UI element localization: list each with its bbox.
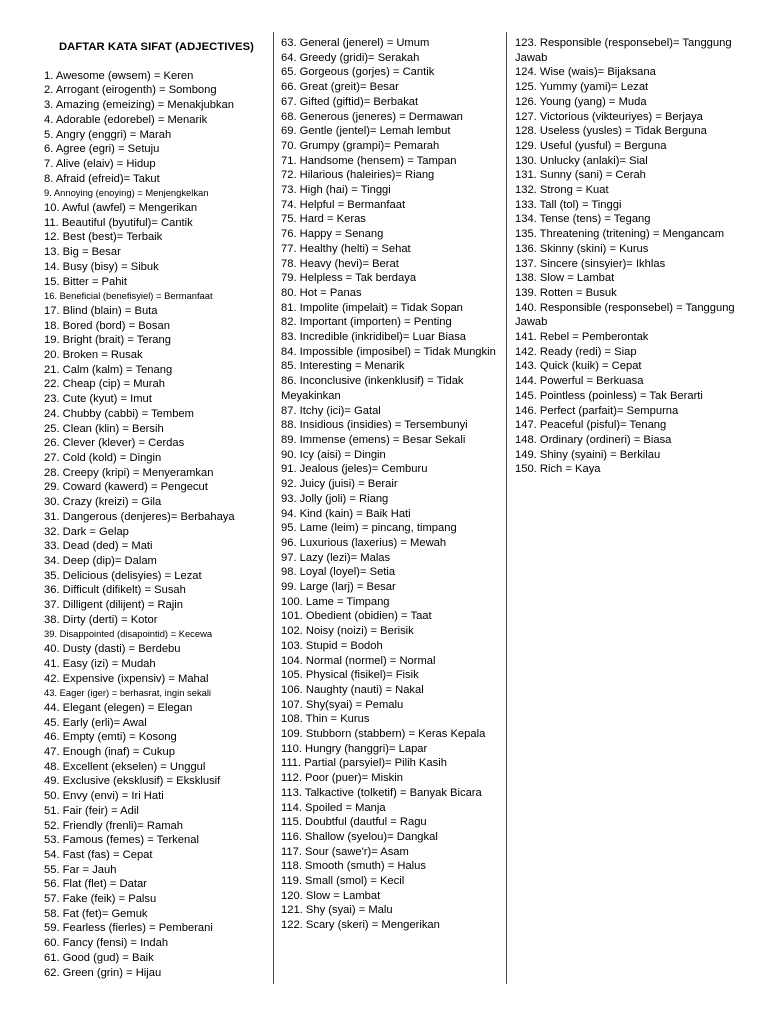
list-item: 18. Bored (bord) = Bosan [44,319,170,332]
list-item: 134. Tense (tens) = Tegang [515,213,651,226]
list-item: 104. Normal (normel) = Normal [281,654,436,667]
list-item: 122. Scary (skeri) = Mengerikan [281,919,440,932]
list-item: 106. Naughty (nauti) = Nakal [281,683,424,696]
list-item: 99. Large (larj) = Besar [281,581,396,594]
list-item: 46. Empty (emti) = Kosong [44,731,177,744]
list-item: 88. Insidious (insidies) = Tersembunyi [281,419,468,432]
column-divider-2 [506,32,507,984]
list-item: 24. Chubby (cabbi) = Tembem [44,407,194,420]
list-item: 105. Physical (fisikel)= Fisik [281,669,419,682]
list-item: 95. Lame (leim) = pincang, timpang [281,522,457,535]
list-item: 136. Skinny (skini) = Kurus [515,242,649,255]
list-item: 78. Heavy (hevi)= Berat [281,257,399,270]
list-item: 4. Adorable (edorebel) = Menarik [44,113,208,126]
list-item: 79. Helpless = Tak berdaya [281,272,417,285]
list-item: 98. Loyal (loyel)= Setia [281,566,396,579]
list-item: 3. Amazing (emeizing) = Menakjubkan [44,99,234,112]
list-item: 110. Hungry (hanggri)= Lapar [281,742,428,755]
list-item: 114. Spoiled = Manja [281,801,386,814]
list-item: 36. Difficult (difikelt) = Susah [44,584,186,597]
list-item: 146. Perfect (parfait)= Sempurna [515,404,679,417]
list-item: 10. Awful (awfel) = Mengerikan [44,202,198,215]
list-item: 132. Strong = Kuat [515,184,609,197]
list-item: 39. Disappointed (disapointid) = Kecewa [44,628,213,640]
list-item: 129. Useful (yusful) = Berguna [515,139,667,152]
list-item: 109. Stubborn (stabbern) = Keras Kepala [281,728,486,741]
list-item: 91. Jealous (jeles)= Cemburu [281,463,428,476]
list-item: 69. Gentle (jentel)= Lemah lembut [281,125,451,138]
list-item: 57. Fake (feik) = Palsu [44,893,157,906]
list-item: 64. Greedy (gridi)= Serakah [281,51,420,64]
list-item: 17. Blind (blain) = Buta [44,304,158,317]
list-item: 30. Crazy (kreizi) = Gila [44,496,162,509]
list-item: 83. Incredible (inkridibel)= Luar Biasa [281,331,467,344]
list-item: 25. Clean (klin) = Bersih [44,422,164,435]
list-item: 102. Noisy (noizi) = Berisik [281,625,414,638]
list-item: 41. Easy (izi) = Mudah [44,657,156,670]
list-item: 26. Clever (klever) = Cerdas [44,437,185,450]
list-item: 9. Annoying (enoying) = Menjengkelkan [44,187,209,199]
list-item: 40. Dusty (dasti) = Berdebu [44,643,181,656]
list-item: 27. Cold (kold) = Dingin [44,451,162,464]
list-item: 62. Green (grin) = Hijau [44,966,162,979]
list-item: 100. Lame = Timpang [281,595,390,608]
list-item: 55. Far = Jauh [44,863,117,876]
list-item: 23. Cute (kyut) = Imut [44,393,152,406]
list-item: 1. Awesome (ɵwsem) = Keren [44,69,194,82]
list-item: 147. Peaceful (pisful)= Tenang [515,419,667,432]
list-item: 35. Delicious (delisyies) = Lezat [44,569,202,582]
list-item: 56. Flat (flet) = Datar [44,878,147,891]
list-item: 126. Young (yang) = Muda [515,95,647,108]
list-item: 112. Poor (puer)= Miskin [281,772,403,785]
list-item: 80. Hot = Panas [281,286,362,299]
list-item: 15. Bitter = Pahit [44,275,128,288]
list-item: 6. Agree (egri) = Setuju [44,143,160,156]
list-item: 74. Helpful = Bermanfaat [281,198,406,211]
list-item: 65. Gorgeous (gorjes) = Cantik [281,66,435,79]
list-item: 16. Beneficial (benefisyiel) = Bermanfaat [44,290,213,302]
list-item: 67. Gifted (giftid)= Berbakat [281,95,419,108]
list-item: 141. Rebel = Pemberontak [515,331,649,344]
list-item: 60. Fancy (fensi) = Indah [44,937,169,950]
list-item: 47. Enough (inaf) = Cukup [44,746,175,759]
list-item: 51. Fair (feir) = Adil [44,804,139,817]
list-item: 150. Rich = Kaya [515,463,601,476]
list-item: 121. Shy (syai) = Malu [281,904,393,917]
list-item: 145. Pointless (poinless) = Tak Berarti [515,389,703,402]
list-item: 76. Happy = Senang [281,228,384,241]
list-item: 32. Dark = Gelap [44,525,129,538]
list-item: 54. Fast (fas) = Cepat [44,848,153,861]
list-item: 135. Threatening (tritening) = Mengancam [515,228,725,241]
list-item: 13. Big = Besar [44,246,121,259]
list-item: 71. Handsome (hensem) = Tampan [281,154,457,167]
list-item: 118. Smooth (smuth) = Halus [281,860,426,873]
list-item: 72. Hilarious (haleiries)= Riang [281,169,435,182]
list-item: 87. Itchy (ici)= Gatal [281,404,381,417]
list-item: 44. Elegant (elegen) = Elegan [44,701,193,714]
list-item: 125. Yummy (yami)= Lezat [515,81,649,94]
list-item: 77. Healthy (helti) = Sehat [281,242,411,255]
list-item: 131. Sunny (sani) = Cerah [515,169,646,182]
list-item: 123. Responsible (responsebel)= Tanggung Jawab [515,37,732,64]
list-item: 28. Creepy (kripi) = Menyeramkan [44,466,214,479]
column-divider-1 [273,32,274,984]
column-3 [515,36,737,477]
list-item: 96. Luxurious (laxerius) = Mewah [281,536,447,549]
list-item: 33. Dead (ded) = Mati [44,540,153,553]
list-item: 82. Important (importen) = Penting [281,316,452,329]
list-item: 29. Coward (kawerd) = Pengecut [44,481,208,494]
list-item: 97. Lazy (lezi)= Malas [281,551,391,564]
list-item: 111. Partial (parsyiel)= Pilih Kasih [281,757,447,770]
list-item: 144. Powerful = Berkuasa [515,375,644,388]
column-2 [281,36,503,933]
list-item: 149. Shiny (syaini) = Berkilau [515,448,661,461]
list-item: 139. Rotten = Busuk [515,286,617,299]
list-item: 73. High (hai) = Tinggi [281,184,391,197]
list-item: 31. Dangerous (denjeres)= Berbahaya [44,510,235,523]
list-item: 81. Impolite (impelait) = Tidak Sopan [281,301,463,314]
list-item: 7. Alive (elaiv) = Hidup [44,157,156,170]
list-item: 42. Expensive (ixpensiv) = Mahal [44,672,209,685]
list-item: 130. Unlucky (anlaki)= Sial [515,154,648,167]
list-item: 107. Shy(syai) = Pemalu [281,698,404,711]
list-item: 120. Slow = Lambat [281,889,381,902]
list-item: 116. Shallow (syelou)= Dangkal [281,830,438,843]
list-item: 148. Ordinary (ordineri) = Biasa [515,433,672,446]
list-item: 90. Icy (aisi) = Dingin [281,448,386,461]
list-item: 127. Victorious (vikteuriyes) = Berjaya [515,110,703,123]
list-item: 20. Broken = Rusak [44,349,143,362]
list-item: 66. Great (greit)= Besar [281,81,399,94]
list-item: 43. Eager (iger) = berhasrat, ingin sekali [44,687,212,699]
list-item: 38. Dirty (derti) = Kotor [44,613,158,626]
list-item: 59. Fearless (fierles) = Pemberani [44,922,213,935]
list-item: 14. Busy (bisy) = Sibuk [44,260,159,273]
list-item: 84. Impossible (imposibel) = Tidak Mungkin [281,345,496,358]
list-item: 58. Fat (fet)= Gemuk [44,907,148,920]
list-item: 49. Exclusive (eksklusif) = Eksklusif [44,775,221,788]
list-item: 11. Beautiful (byutiful)= Cantik [44,216,193,229]
list-item: 50. Envy (envi) = Iri Hati [44,790,164,803]
list-item: 5. Angry (enggri) = Marah [44,128,172,141]
list-item: 37. Dilligent (dilijent) = Rajin [44,599,183,612]
list-item: 75. Hard = Keras [281,213,366,226]
column-1 [44,36,269,980]
list-item: 101. Obedient (obidien) = Taat [281,610,432,623]
list-item: 19. Bright (brait) = Terang [44,334,171,347]
list-item: 85. Interesting = Menarik [281,360,405,373]
list-item: 124. Wise (wais)= Bijaksana [515,66,656,79]
list-item: 140. Responsible (responsebel) = Tanggung Jawab [515,301,735,329]
list-item: 89. Immense (emens) = Besar Sekali [281,433,466,446]
list-item: 34. Deep (dip)= Dalam [44,554,157,567]
list-item: 133. Tall (tol) = Tinggi [515,198,622,211]
list-item: 68. Generous (jeneres) = Dermawan [281,110,463,123]
list-item: 128. Useless (yusles) = Tidak Berguna [515,125,707,138]
list-item: 86. Inconclusive (inkenklusif) = Tidak Meyakinkan [281,375,464,402]
list-item: 63. General (jenerel) = Umum [281,37,430,49]
list-item: 142. Ready (redi) = Siap [515,345,637,358]
list-item: 138. Slow = Lambat [515,272,615,285]
list-item: 12. Best (best)= Terbaik [44,231,163,244]
list-item: 22. Cheap (cip) = Murah [44,378,165,391]
document-title: DAFTAR KATA SIFAT (ADJECTIVES) [58,41,255,53]
list-item: 143. Quick (kuik) = Cepat [515,360,642,373]
list-item: 137. Sincere (sinsyier)= Ikhlas [515,257,666,270]
list-item: 113. Talkactive (tolketif) = Banyak Bicara [281,786,482,799]
list-item: 70. Grumpy (grampi)= Pemarah [281,139,440,152]
list-item: 108. Thin = Kurus [281,713,370,726]
list-item: 61. Good (gud) = Baik [44,951,154,964]
list-item: 103. Stupid = Bodoh [281,639,383,652]
list-item: 115. Doubtful (dautful = Ragu [281,816,427,829]
list-item: 53. Famous (femes) = Terkenal [44,834,199,847]
list-item: 45. Early (erli)= Awal [44,716,147,729]
list-item: 117. Sour (sawe'r)= Asam [281,845,409,858]
list-item: 119. Small (smol) = Kecil [281,875,405,888]
list-item: 2. Arrogant (eirogenth) = Sombong [44,84,217,97]
list-item: 94. Kind (kain) = Baik Hati [281,507,411,520]
list-item: 21. Calm (kalm) = Tenang [44,363,173,376]
list-item: 52. Friendly (frenli)= Ramah [44,819,183,832]
list-item: 92. Juicy (juisi) = Berair [281,478,398,491]
list-item: 93. Jolly (joli) = Riang [281,492,389,505]
list-item: 48. Excellent (ekselen) = Unggul [44,760,206,773]
list-item: 8. Afraid (efreid)= Takut [44,172,160,185]
